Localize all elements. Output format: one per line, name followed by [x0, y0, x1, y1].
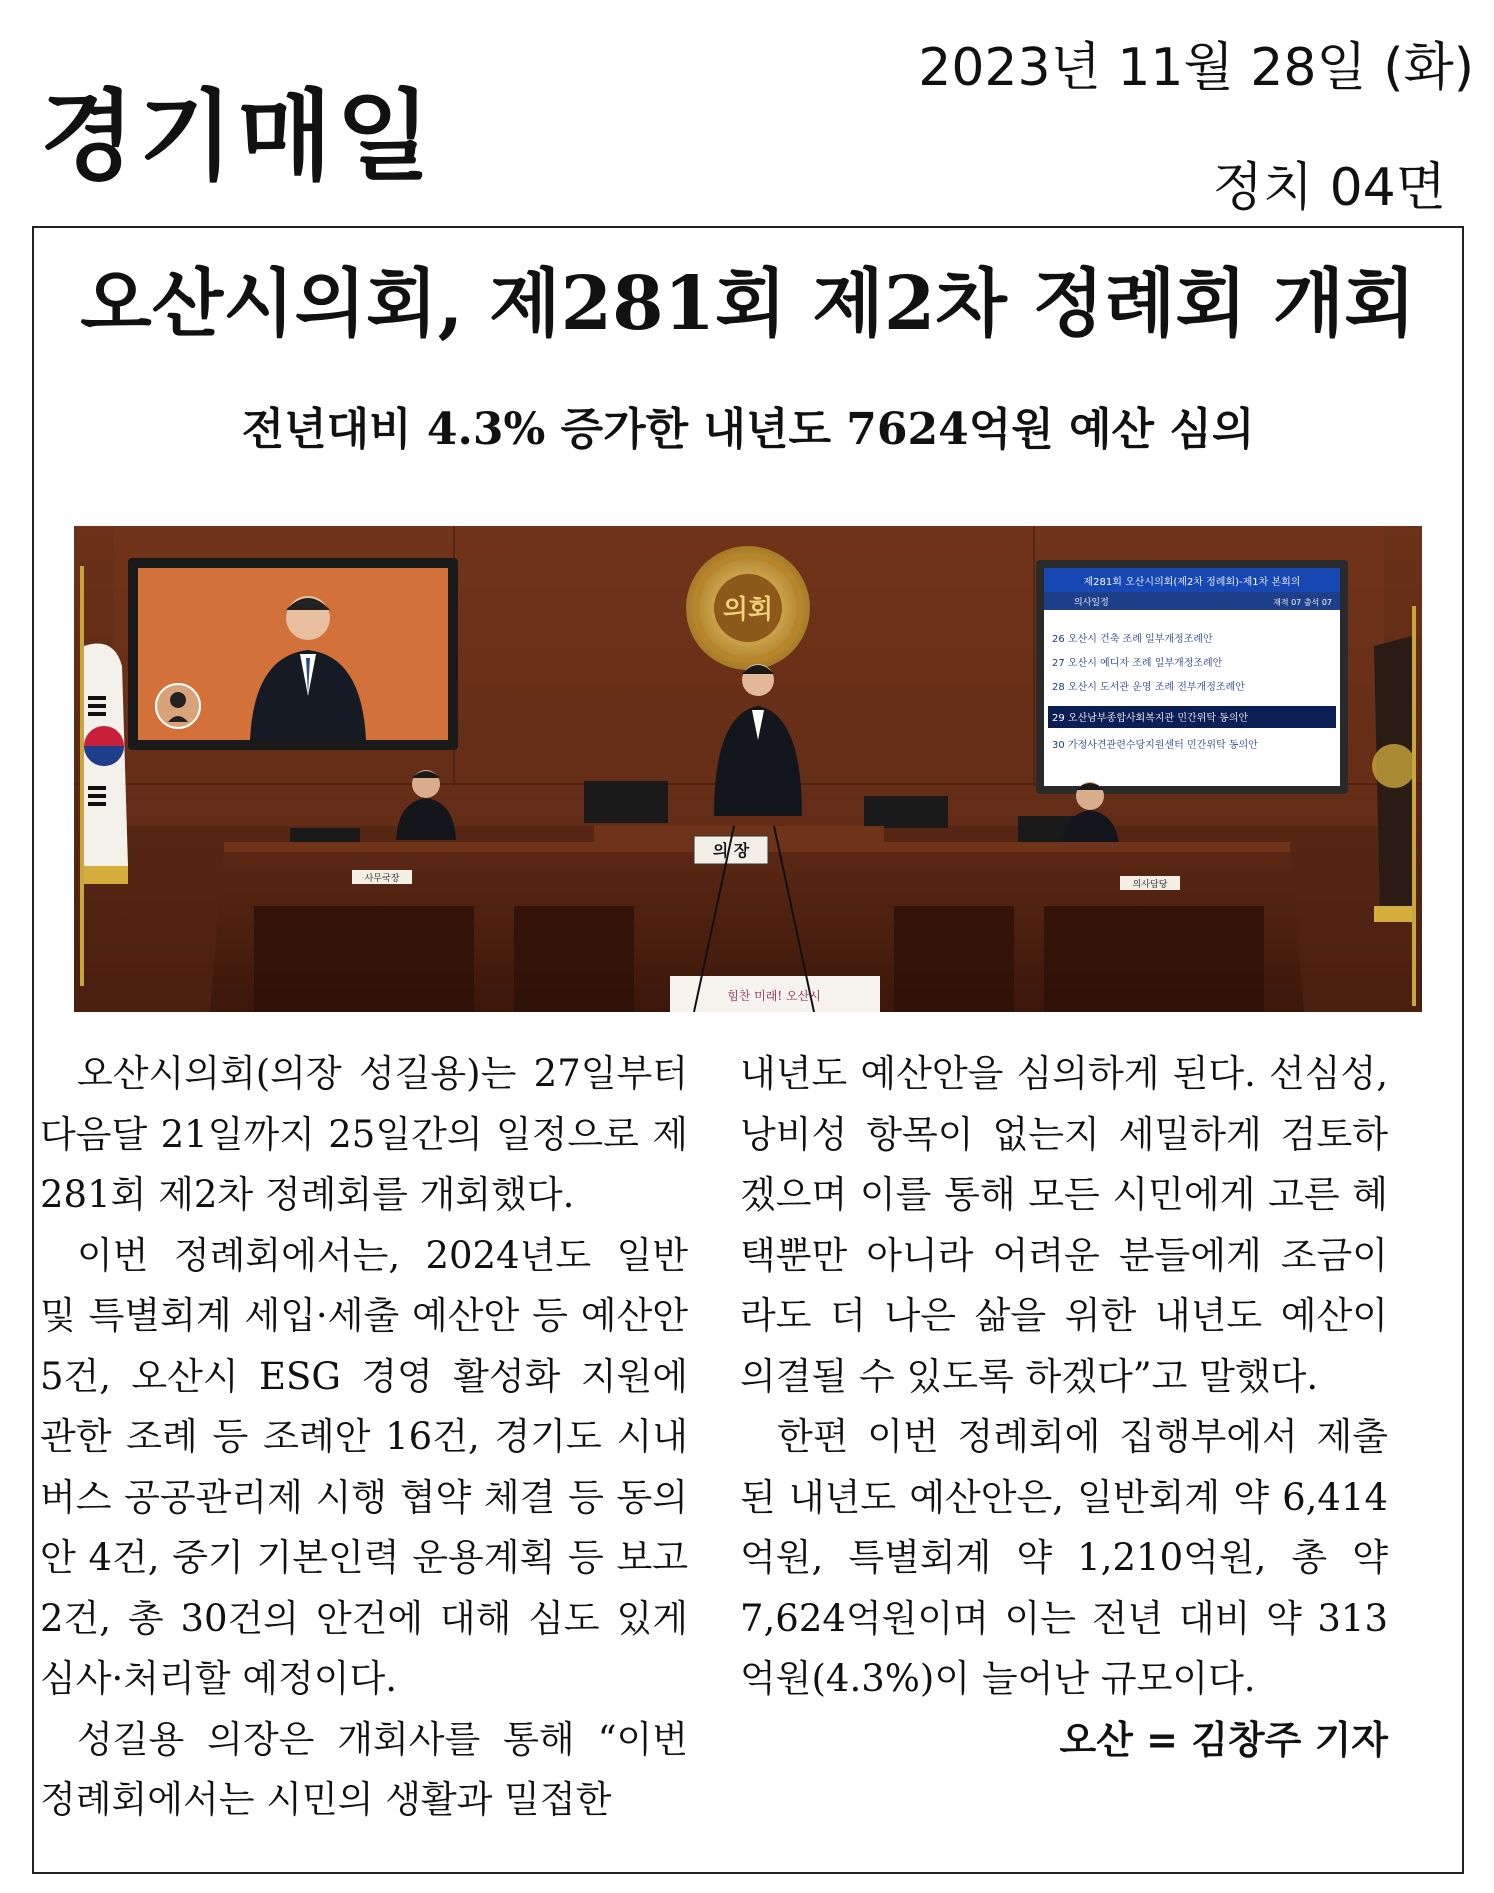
article-subheadline: 전년대비 4.3% 증가한 내년도 7624억원 예산 심의 [241, 404, 1255, 455]
agenda-item-current: 29 오산남부종합사회복지관 민간위탁 동의안 [1052, 713, 1249, 724]
council-emblem [686, 546, 810, 670]
article-paragraph: 오산시의회(의장 성길용)는 27일부터 다음달 21일까지 25일간의 일정으로 제281회 제2차 정례회를 개회했다. [40, 1052, 688, 1216]
speaker-desk-sign: 의 장 [712, 841, 750, 860]
right-desk-sign: 의사담당 [1132, 880, 1168, 890]
article-paragraph: 내년도 예산안을 심의하게 된다. 선심성, 낭비성 항목이 없는지 세밀하게 검토하겠으며 이를 통해 모든 시민에게 고른 혜택뿐만 아니라 어려운 분들에게 조금이라도 더 나은 삶을 위한 내년도 예산이 의결될 수 있도록 하겠다”고 말했다. [740, 1052, 1388, 1398]
article-byline: 오산 = 김창주 기자 [1059, 1717, 1388, 1762]
agenda-item: 30 가정사견관련수당지원센터 민간위탁 동의안 [1052, 740, 1258, 751]
left-desk-sign: 사무국장 [364, 874, 400, 884]
screen-counts: 재적 07 출석 07 [1273, 598, 1332, 607]
screen-subtitle: 의사일정 [1074, 598, 1109, 608]
agenda-item: 26 오산시 건축 조례 일부개정조례안 [1052, 634, 1213, 645]
article-paragraph: 한편 이번 정례회에 집행부에서 제출된 내년도 예산안은, 일반회계 약 6,414억원, 특별회계 약 1,210억원, 총 약 7,624억원이며 이는 전년 대비 약 313억원(4.3%)이 늘어난 규모이다. [740, 1415, 1388, 1700]
article-column-left [40, 1044, 688, 1831]
council-chamber-illustration [74, 526, 1422, 1012]
agenda-item: 27 오산시 예디자 조례 일부개정조례안 [1052, 658, 1223, 669]
publication-date: 2023년 11월 28일 (화) [918, 38, 1474, 98]
screen-title: 제281회 오산시의회(제2차 정례회)-제1차 본회의 [1083, 577, 1301, 588]
article-paragraph: 이번 정례회에서는, 2024년도 일반 및 특별회계 세입·세출 예산안 등 예산안 5건, 오산시 ESG 경영 활성화 지원에 관한 조례 등 조례안 16건, 경기도 시내버스 공공관리제 시행 협약 체결 등 동의안 4건, 중기 기본인력 운용계획 등 보고 2건, 총 30건의 안건에 대해 심도 있게 심사·처리할 예정이다. [40, 1233, 688, 1700]
newspaper-masthead: 경기매일 [40, 80, 435, 194]
emblem-label: 의회 [722, 595, 774, 625]
podium-banner-text: 힘찬 미래! 오산시 [727, 989, 821, 1003]
article-column-right [740, 1044, 1388, 1770]
agenda-item: 28 오산시 도서관 운영 조례 전부개정조례안 [1052, 682, 1245, 693]
council-session-photo [74, 526, 1422, 1012]
section-page-label: 정치 04면 [1212, 158, 1446, 218]
article-paragraph: 성길용 의장은 개회사를 통해 “이번 정례회에서는 시민의 생활과 밀접한 [40, 1717, 688, 1821]
article-headline: 오산시의회, 제281회 제2차 정례회 개회 [80, 261, 1416, 347]
